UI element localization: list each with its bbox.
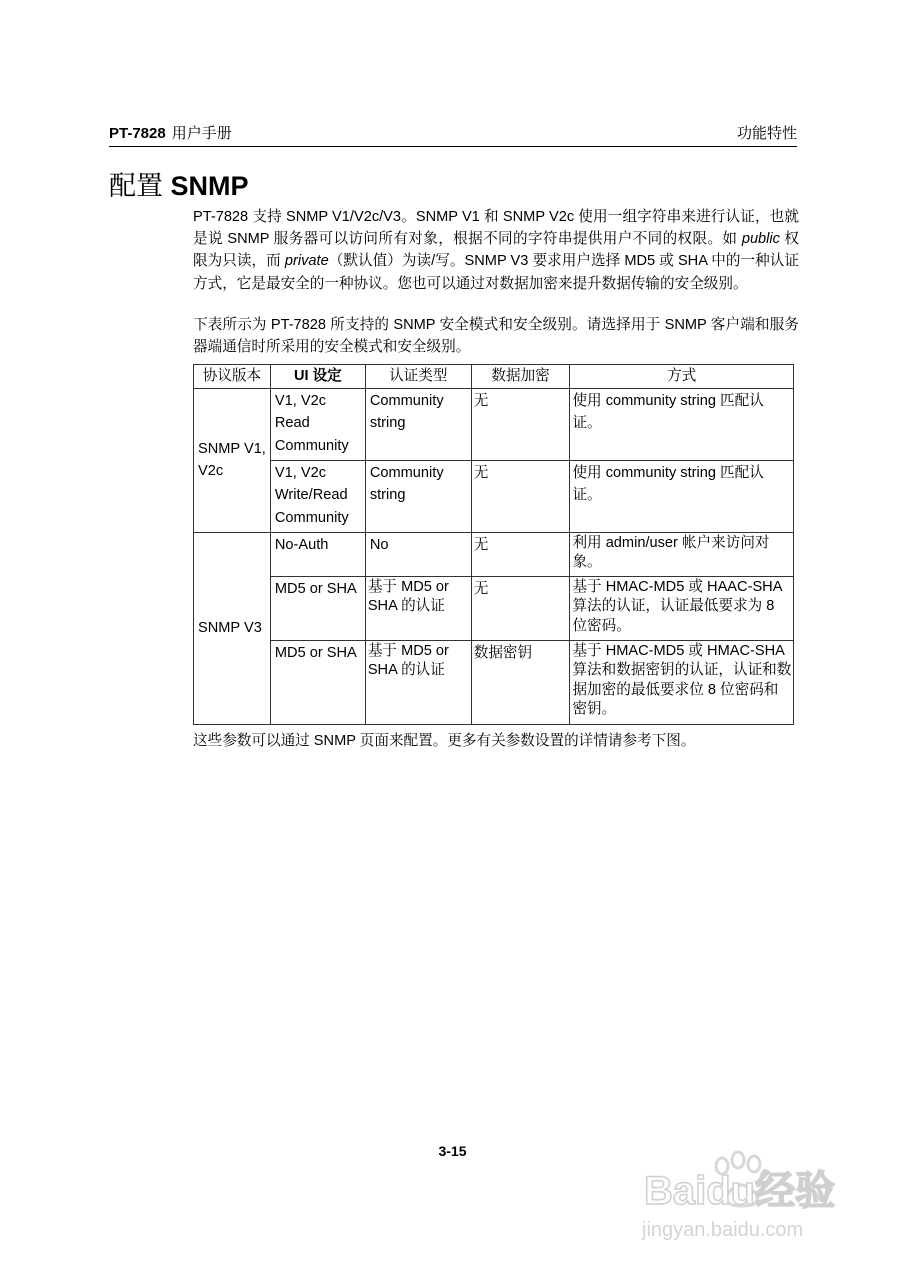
intro-part3: （默认值）为读/写。SNMP V3 要求用户选择 MD5 或 SHA 中的一种认证方式，它是最安全的一种协议。您也可以通过对数据加密来提升数据传输的安全级别。	[193, 253, 799, 292]
method-cell: 使用 community string 匹配认证。	[570, 388, 794, 460]
auth-cell: 基于 MD5 or SHA 的认证	[365, 640, 471, 724]
auth-cell: Community string	[365, 388, 471, 460]
header-section: 功能特性	[736, 125, 797, 142]
after-table-text: 这些参数可以通过 SNMP 页面来配置。更多有关参数设置的详情请参考下图。	[193, 733, 696, 749]
ui-cell: V1, V2c Write/Read Community	[270, 460, 365, 532]
method-cell: 使用 community string 匹配认证。	[570, 460, 794, 532]
encryption-cell: 无	[471, 460, 570, 532]
version-cell: SNMP V3	[194, 532, 271, 724]
watermark-brand: Baidu经验	[644, 1169, 836, 1213]
table-row	[194, 640, 794, 724]
title-name: SNMP	[170, 171, 249, 201]
header-manual: 用户手册	[171, 125, 232, 142]
method-cell: 基于 HMAC-MD5 或 HAAC-SHA 算法的认证，认证最低要求为 8 位密码。	[570, 576, 794, 640]
intro-part1: PT-7828 支持 SNMP V1/V2c/V3。SNMP V1 和 SNMP V2c 使用一组字符串来进行认证，也就是说 SNMP 服务器可以访问所有对象，根据不同的字符串提供用户不同的权限。如	[193, 209, 799, 248]
page-number: 3-15	[438, 1143, 467, 1159]
encryption-cell: 数据密钥	[471, 640, 570, 724]
ui-cell: V1, V2c Read Community	[270, 388, 365, 460]
encryption-cell: 无	[471, 576, 570, 640]
col-header-version: 协议版本	[194, 365, 271, 389]
watermark-url: jingyan.baidu.com	[642, 1219, 804, 1241]
intro-private: private	[284, 253, 329, 270]
table-row	[194, 460, 794, 532]
table-row	[194, 576, 794, 640]
col-header-auth: 认证类型	[365, 365, 471, 389]
ui-cell: MD5 or SHA	[270, 576, 365, 640]
col-header-method: 方式	[570, 365, 794, 389]
auth-cell: Community string	[365, 460, 471, 532]
col-header-encryption: 数据加密	[471, 365, 570, 389]
title-prefix: 配置	[109, 171, 163, 201]
table-header-row	[194, 365, 794, 389]
intro-public: public	[741, 231, 780, 248]
table-row	[194, 388, 794, 460]
ui-cell: MD5 or SHA	[270, 640, 365, 724]
auth-cell: No	[365, 532, 471, 576]
encryption-cell: 无	[471, 532, 570, 576]
intro-part2: 权限为只读，而	[193, 231, 799, 270]
method-cell: 利用 admin/user 帐户来访问对象。	[570, 532, 794, 576]
page-header	[109, 118, 797, 147]
auth-cell: 基于 MD5 or SHA 的认证	[365, 576, 471, 640]
baidu-watermark	[640, 1150, 870, 1250]
table-intro-paragraph: 下表所示为 PT-7828 所支持的 SNMP 安全模式和安全级别。请选择用于 SNMP 客户端和服务器端通信时所采用的安全模式和安全级别。	[193, 317, 799, 356]
header-left	[109, 122, 232, 143]
method-cell: 基于 HMAC-MD5 或 HMAC-SHA 算法和数据密钥的认证，认证和数据加密的最低要求位 8 位密码和密钥。	[570, 640, 794, 724]
ui-cell: No-Auth	[270, 532, 365, 576]
intro-paragraph	[193, 206, 799, 295]
col-header-ui: UI 设定	[270, 365, 365, 389]
section-title	[109, 164, 249, 203]
version-cell: SNMP V1, V2c	[194, 388, 271, 532]
table-row	[194, 532, 794, 576]
snmp-security-table	[193, 364, 794, 725]
encryption-cell: 无	[471, 388, 570, 460]
header-model: PT-7828	[109, 125, 166, 142]
